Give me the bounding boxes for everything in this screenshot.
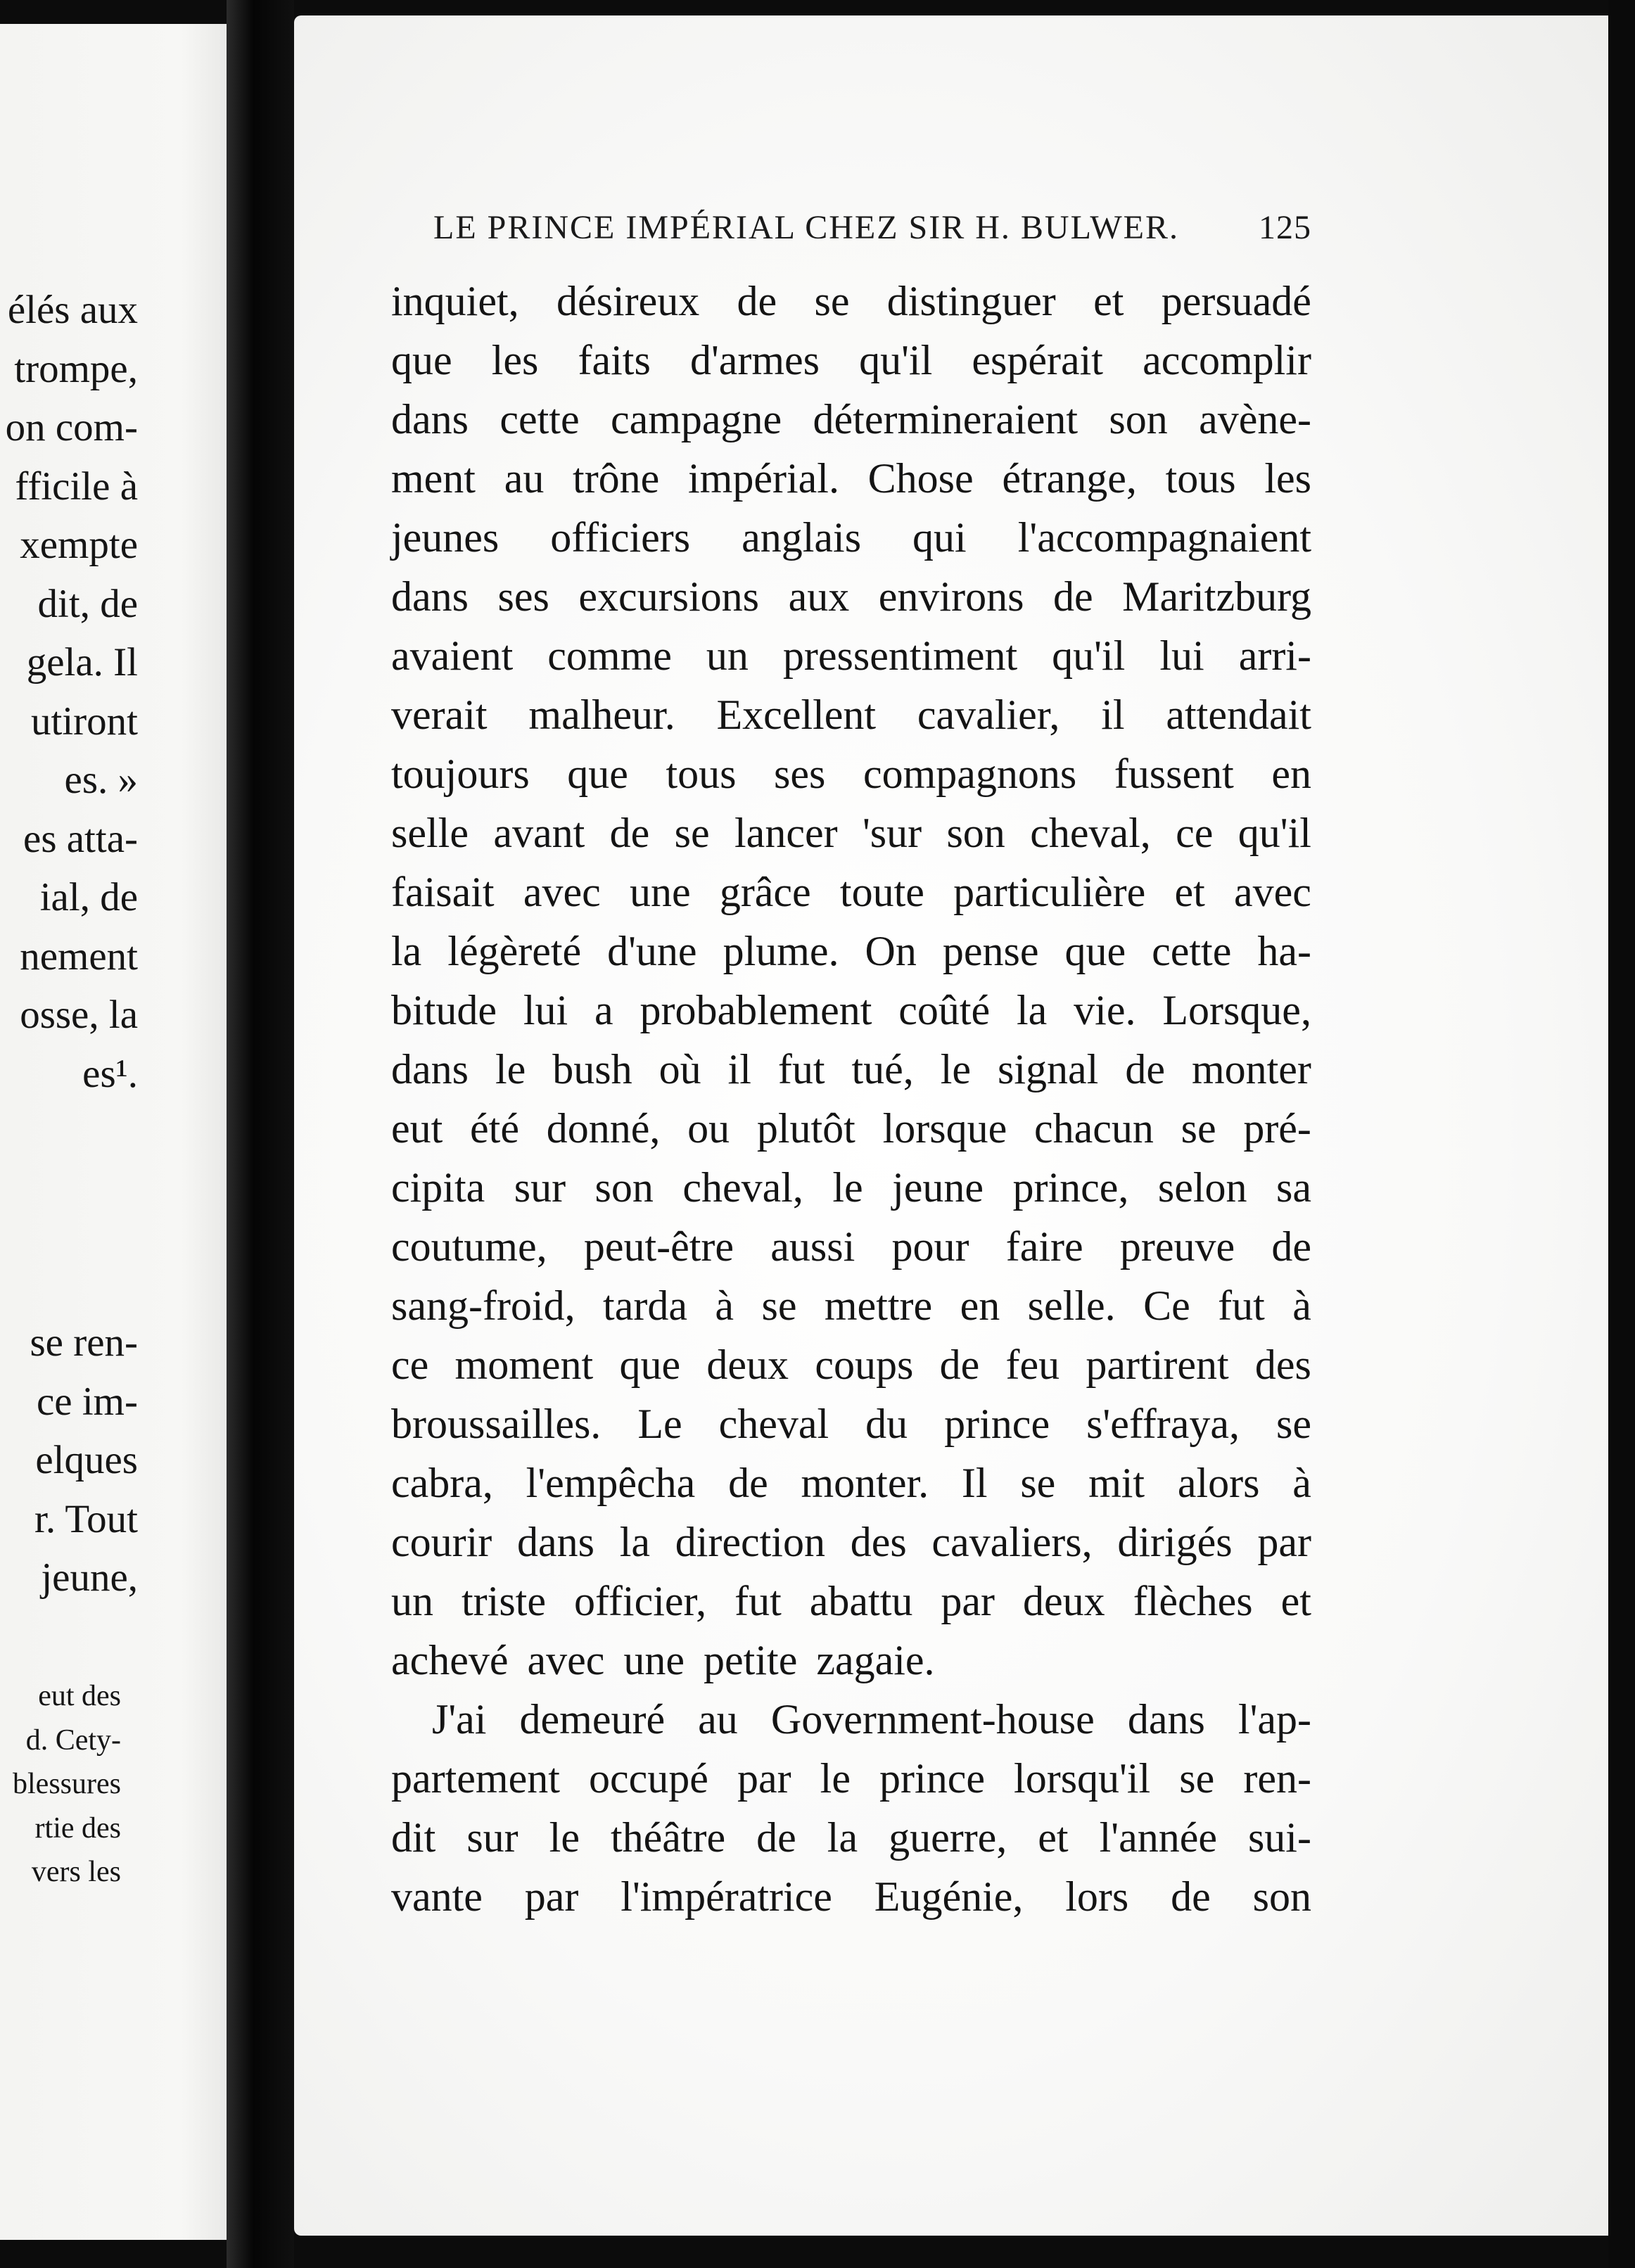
text-line: cipita sur son cheval, le jeune prince, selon sa [391, 1164, 1311, 1211]
text-line: broussailles. Le cheval du prince s'effraya, se [391, 1401, 1311, 1447]
text-line: jeunes officiers anglais qui l'accompagnaient [391, 514, 1311, 561]
text-line: ce moment que deux coups de feu partirent des [391, 1342, 1311, 1388]
text-line: dans ses excursions aux environs de Maritzburg [391, 573, 1311, 620]
left-page-fragment [0, 24, 227, 2240]
text-line: verait malheur. Excellent cavalier, il attendait [391, 692, 1311, 738]
text-fragment-line: dit, de [37, 581, 138, 626]
text-line: ment au trône impérial. Chose étrange, tous les [391, 455, 1311, 502]
text-fragment-line: utiront [31, 699, 138, 744]
book-gutter [227, 0, 294, 2268]
text-line: avaient comme un pressentiment qu'il lui arri- [391, 632, 1311, 679]
text-fragment-line: gela. Il [26, 640, 138, 684]
running-title: LE PRINCE IMPÉRIAL CHEZ SIR H. BULWER. [433, 209, 1179, 246]
page-number: 125 [1259, 209, 1311, 246]
text-fragment-line: es atta- [23, 816, 138, 861]
page-edge-shadow [1608, 0, 1635, 2268]
footnote-fragment-line: eut des [38, 1680, 121, 1712]
text-line: dans cette campagne détermineraient son avène- [391, 396, 1311, 442]
text-fragment-line: on com- [5, 405, 138, 450]
text-line: eut été donné, ou plutôt lorsque chacun se pré- [391, 1105, 1311, 1152]
text-fragment-line: se ren- [30, 1320, 138, 1365]
text-fragment-line: fficile à [15, 464, 138, 509]
text-line: faisait avec une grâce toute particulière et avec [391, 869, 1311, 915]
text-line: J'ai demeuré au Government-house dans l'ap- [432, 1696, 1311, 1743]
footnote-fragment-line: d. Cety- [25, 1724, 121, 1757]
text-fragment-line: élés aux [7, 288, 138, 332]
text-line: cabra, l'empêcha de monter. Il se mit alors à [391, 1460, 1311, 1506]
running-header [433, 208, 1311, 247]
footnote-fragment-line: blessures [13, 1768, 121, 1800]
text-fragment-line: trompe, [14, 346, 138, 391]
footnote-fragment-line: vers les [31, 1856, 121, 1888]
text-fragment-line: ial, de [39, 875, 138, 919]
text-line: que les faits d'armes qu'il espérait accomplir [391, 337, 1311, 383]
text-fragment-line: r. Tout [34, 1496, 138, 1541]
text-fragment-line: osse, la [20, 993, 138, 1037]
text-fragment-line: elques [35, 1438, 138, 1482]
text-line: un triste officier, fut abattu par deux flèches et [391, 1578, 1311, 1624]
text-line: toujours que tous ses compagnons fussent en [391, 751, 1311, 797]
text-line: bitude lui a probablement coûté la vie. Lorsque, [391, 987, 1311, 1033]
text-fragment-line: xempte [20, 523, 138, 567]
text-line: achevé avec une petite zagaie. [391, 1637, 935, 1683]
text-line: dans le bush où il fut tué, le signal de monter [391, 1046, 1311, 1092]
text-line: vante par l'impératrice Eugénie, lors de son [391, 1873, 1311, 1920]
text-fragment-line: es. » [64, 758, 138, 802]
text-fragment-line: ce im- [36, 1379, 138, 1424]
text-line: coutume, peut-être aussi pour faire preuve de [391, 1223, 1311, 1270]
text-line: partement occupé par le prince lorsqu'il se ren- [391, 1755, 1311, 1802]
text-line: dit sur le théâtre de la guerre, et l'année sui- [391, 1814, 1311, 1861]
text-line: la légèreté d'une plume. On pense que cette ha- [391, 928, 1311, 974]
text-line: inquiet, désireux de se distinguer et persuadé [391, 278, 1311, 324]
text-line: selle avant de se lancer 'sur son cheval, ce qu'il [391, 810, 1311, 856]
footnote-fragment-line: rtie des [34, 1811, 121, 1845]
text-fragment-line: jeune, [41, 1555, 138, 1600]
text-line: courir dans la direction des cavaliers, dirigés par [391, 1519, 1311, 1565]
text-line: sang-froid, tarda à se mettre en selle. Ce fut à [391, 1282, 1311, 1329]
text-fragment-line: nement [20, 934, 138, 979]
text-fragment-line: es¹. [82, 1051, 138, 1096]
